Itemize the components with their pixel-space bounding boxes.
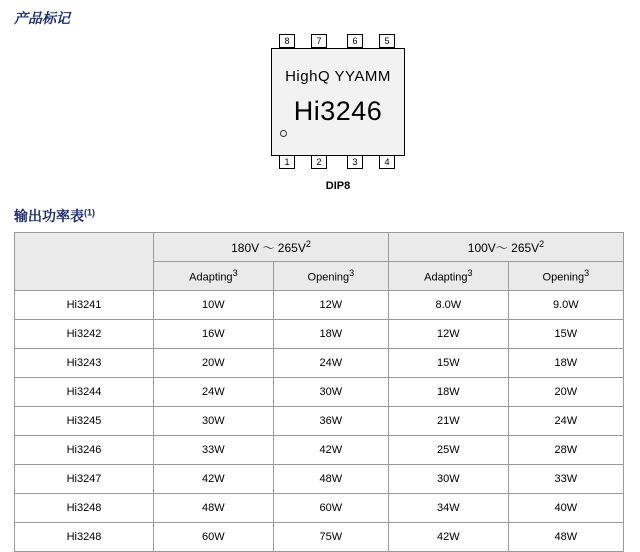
value-cell: 18W (508, 349, 623, 378)
header-opening-1-sup: 3 (349, 268, 355, 279)
part-number-cell: Hi3241 (15, 291, 154, 320)
header-opening-2-sup: 3 (584, 268, 590, 279)
table-row (15, 465, 624, 494)
value-cell: 25W (388, 436, 508, 465)
value-cell: 48W (273, 465, 388, 494)
output-power-heading-note: (1) (84, 207, 95, 218)
value-cell: 16W (154, 320, 274, 349)
value-cell: 8.0W (388, 291, 508, 320)
pin1-dot-icon (280, 130, 287, 137)
value-cell: 33W (508, 465, 623, 494)
chip-pin-3: 3 (347, 155, 363, 169)
value-cell: 30W (388, 465, 508, 494)
package-type-label: DIP8 (325, 180, 351, 192)
value-cell: 75W (273, 523, 388, 552)
header-voltage-range-2 (388, 233, 623, 262)
chip-pin-4: 4 (379, 155, 395, 169)
part-number-cell: Hi3245 (15, 407, 154, 436)
header-opening-1 (273, 262, 388, 291)
value-cell: 28W (508, 436, 623, 465)
value-cell: 18W (273, 320, 388, 349)
chip-pin-8: 8 (279, 34, 295, 48)
value-cell: 36W (273, 407, 388, 436)
output-power-heading (14, 206, 95, 226)
value-cell: 10W (154, 291, 274, 320)
part-number-cell: Hi3247 (15, 465, 154, 494)
part-number-cell: Hi3243 (15, 349, 154, 378)
chip-pin-6: 6 (347, 34, 363, 48)
value-cell: 15W (508, 320, 623, 349)
table-row (15, 523, 624, 552)
value-cell: 21W (388, 407, 508, 436)
value-cell: 12W (273, 291, 388, 320)
header-adapting-1 (154, 262, 274, 291)
value-cell: 42W (273, 436, 388, 465)
chip-package-diagram (258, 34, 418, 194)
table-row (15, 494, 624, 523)
value-cell: 24W (273, 349, 388, 378)
chip-pin-5: 5 (379, 34, 395, 48)
part-number-cell: Hi3248 (15, 523, 154, 552)
header-voltage-range-1-sup: 2 (305, 238, 311, 249)
header-opening-2-label: Opening (542, 271, 585, 284)
header-opening-2 (508, 262, 623, 291)
value-cell: 30W (273, 378, 388, 407)
value-cell: 18W (388, 378, 508, 407)
table-row (15, 349, 624, 378)
table-header-group-row (15, 233, 624, 262)
part-number-cell: Hi3242 (15, 320, 154, 349)
table-corner-cell (15, 233, 154, 291)
header-opening-1-label: Opening (307, 271, 350, 284)
value-cell: 42W (154, 465, 274, 494)
value-cell: 30W (154, 407, 274, 436)
header-voltage-range-2-sup: 2 (539, 238, 545, 249)
header-adapting-1-label: Adapting (189, 271, 233, 284)
header-adapting-1-sup: 3 (232, 268, 238, 279)
value-cell: 15W (388, 349, 508, 378)
product-marking-heading: 产品标记 (14, 10, 70, 26)
value-cell: 34W (388, 494, 508, 523)
value-cell: 20W (154, 349, 274, 378)
chip-marking-line-1: HighQ YYAMM (285, 68, 391, 85)
table-row (15, 320, 624, 349)
value-cell: 24W (508, 407, 623, 436)
value-cell: 60W (273, 494, 388, 523)
chip-pin-2: 2 (311, 155, 327, 169)
value-cell: 48W (154, 494, 274, 523)
table-row (15, 436, 624, 465)
value-cell: 40W (508, 494, 623, 523)
output-power-heading-text: 输出功率表 (14, 208, 84, 224)
value-cell: 33W (154, 436, 274, 465)
header-voltage-range-2-label: 100V～ 265V (467, 240, 540, 255)
chip-pin-7: 7 (311, 34, 327, 48)
header-voltage-range-1 (154, 233, 389, 262)
part-number-cell: Hi3248 (15, 494, 154, 523)
chip-marking-line-2: Hi3246 (293, 96, 383, 126)
value-cell: 42W (388, 523, 508, 552)
value-cell: 60W (154, 523, 274, 552)
value-cell: 12W (388, 320, 508, 349)
header-adapting-2 (388, 262, 508, 291)
header-adapting-2-label: Adapting (424, 271, 468, 284)
chip-pin-1: 1 (279, 155, 295, 169)
table-row (15, 378, 624, 407)
value-cell: 9.0W (508, 291, 623, 320)
output-power-table (14, 232, 624, 552)
table-row (15, 291, 624, 320)
value-cell: 20W (508, 378, 623, 407)
header-voltage-range-1-label: 180V ～ 265V (231, 240, 306, 255)
header-adapting-2-sup: 3 (467, 268, 473, 279)
value-cell: 24W (154, 378, 274, 407)
table-row (15, 407, 624, 436)
part-number-cell: Hi3246 (15, 436, 154, 465)
part-number-cell: Hi3244 (15, 378, 154, 407)
value-cell: 48W (508, 523, 623, 552)
